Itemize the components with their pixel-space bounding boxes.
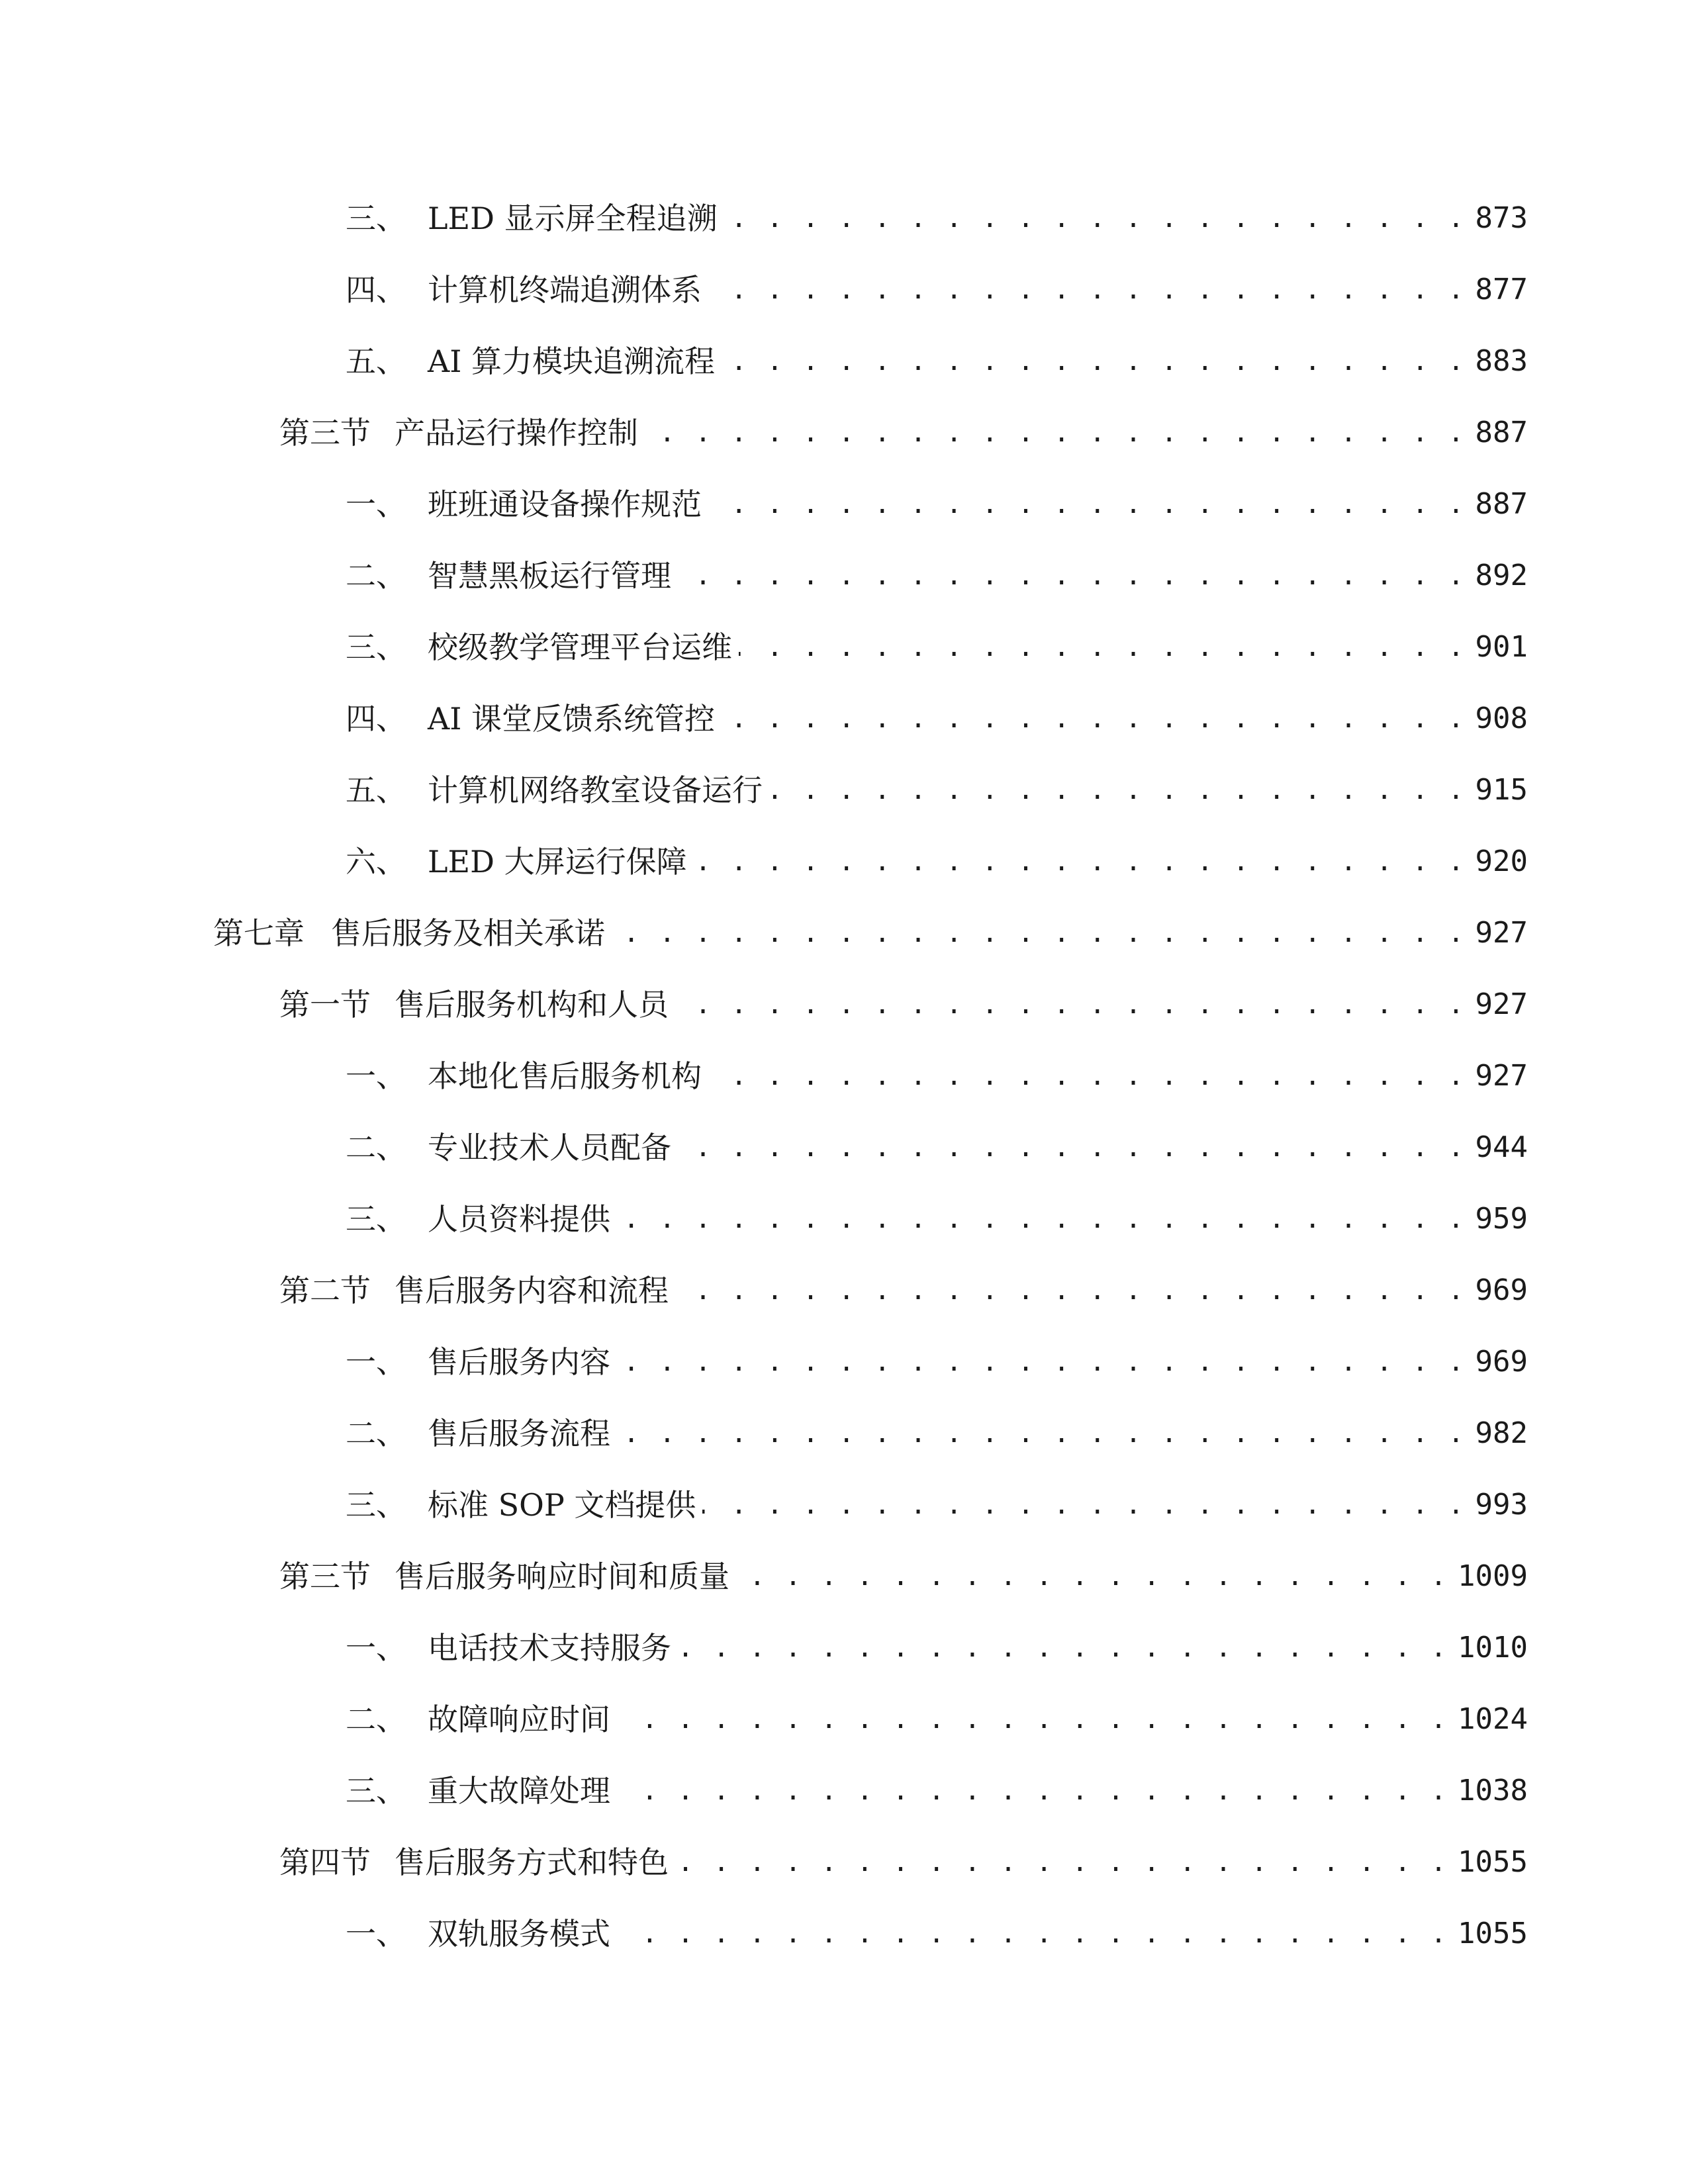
toc-entry-number: 三、	[346, 201, 406, 236]
toc-entry-title: 校级教学管理平台运维	[428, 629, 732, 665]
toc-entry-page: 944	[1475, 1130, 1528, 1164]
toc-entry-page: 915	[1475, 773, 1528, 807]
toc-entry-title: 重大故障处理	[428, 1773, 610, 1809]
toc-entry-number: 三、	[346, 629, 406, 665]
toc-entry-page: 1055	[1458, 1845, 1528, 1879]
toc-entry-number: 第二节	[279, 1273, 371, 1308]
dot-leader	[678, 1121, 1466, 1174]
toc-entry-page: 993	[1475, 1488, 1528, 1522]
toc-entry-page: 959	[1475, 1202, 1528, 1236]
toc-entry-number: 五、	[346, 343, 406, 379]
toc-entry-number: 一、	[346, 1344, 406, 1380]
toc-entry-title: 售后服务内容和流程	[395, 1273, 669, 1308]
toc-entry-title: 售后服务内容	[428, 1344, 610, 1380]
dot-leader	[617, 1193, 1466, 1246]
toc-entry-page: 920	[1475, 844, 1528, 878]
dot-leader	[722, 335, 1466, 388]
toc-entry-page: 1024	[1458, 1702, 1528, 1736]
toc-entry[interactable]	[346, 335, 1528, 388]
toc-entry-page: 969	[1475, 1273, 1528, 1307]
toc-entry-title: 售后服务方式和特色	[395, 1844, 669, 1880]
toc-entry-number: 二、	[346, 1130, 406, 1165]
toc-entry-number: 一、	[346, 1058, 406, 1094]
toc-entry-page: 927	[1475, 987, 1528, 1021]
toc-entry-title: 电话技术支持服务	[428, 1630, 671, 1666]
toc-entry-page: 901	[1475, 630, 1528, 664]
toc-entry-page: 982	[1475, 1416, 1528, 1450]
dot-leader	[678, 549, 1466, 602]
dot-leader	[617, 1907, 1448, 1960]
toc-entry[interactable]	[346, 692, 1528, 745]
toc-entry-title: 售后服务流程	[428, 1416, 610, 1451]
dot-leader	[708, 478, 1466, 531]
toc-entry-title: 班班通设备操作规范	[428, 486, 702, 522]
toc-entry-number: 六、	[346, 844, 406, 880]
toc-entry-title: LED 大屏运行保障	[428, 844, 687, 880]
toc-entry-title: AI 课堂反馈系统管控	[428, 701, 716, 737]
toc-entry-number: 一、	[346, 486, 406, 522]
toc-entry-title: 售后服务及相关承诺	[331, 915, 605, 951]
toc-entry-title: 售后服务响应时间和质量	[395, 1559, 729, 1594]
toc-entry-page: 927	[1475, 916, 1528, 950]
toc-entry-number: 四、	[346, 701, 406, 737]
toc-entry-page: 887	[1475, 487, 1528, 521]
dot-leader	[678, 1621, 1448, 1674]
toc-entry[interactable]	[346, 1764, 1528, 1817]
toc-entry[interactable]	[346, 1621, 1528, 1674]
toc-entry-page: 1010	[1458, 1631, 1528, 1664]
toc-entry-number: 第三节	[279, 1559, 371, 1594]
toc-entry-title: AI 算力模块追溯流程	[428, 343, 716, 379]
toc-entry-number: 三、	[346, 1773, 406, 1809]
dot-leader	[722, 692, 1466, 745]
toc-entry-page: 969	[1475, 1345, 1528, 1379]
toc-entry-number: 第三节	[279, 415, 371, 451]
toc-entry[interactable]	[279, 978, 1528, 1031]
toc-entry-title: 售后服务机构和人员	[395, 987, 669, 1023]
toc-entry[interactable]	[213, 907, 1528, 960]
toc-entry-title: 计算机网络教室设备运行	[428, 772, 763, 808]
toc-entry-page: 883	[1475, 344, 1528, 378]
toc-entry[interactable]	[346, 1121, 1528, 1174]
toc-entry-page: 1038	[1458, 1774, 1528, 1807]
toc-entry[interactable]	[346, 1193, 1528, 1246]
toc-entry-number: 二、	[346, 558, 406, 594]
toc-entry-title: 故障响应时间	[428, 1702, 610, 1737]
dot-leader	[617, 1764, 1448, 1817]
toc-entry[interactable]	[279, 406, 1528, 459]
dot-leader	[645, 406, 1466, 459]
toc-entry-page: 908	[1475, 702, 1528, 735]
toc-entry-number: 二、	[346, 1702, 406, 1737]
toc-entry[interactable]	[346, 764, 1528, 817]
toc-entry-page: 892	[1475, 559, 1528, 592]
toc-entry-number: 第七章	[213, 915, 305, 951]
toc-entry-page: 877	[1475, 273, 1528, 306]
dot-leader	[694, 835, 1466, 888]
dot-leader	[617, 1693, 1448, 1746]
toc-entry-number: 三、	[346, 1201, 406, 1237]
toc-entry-page: 927	[1475, 1059, 1528, 1093]
toc-entry-number: 三、	[346, 1487, 406, 1523]
toc-entry-title: 本地化售后服务机构	[428, 1058, 702, 1094]
toc-entry-title: 人员资料提供	[428, 1201, 610, 1237]
dot-leader	[724, 192, 1466, 245]
toc-entry-title: LED 显示屏全程追溯	[428, 201, 718, 236]
dot-leader	[739, 621, 1466, 674]
dot-leader	[617, 1407, 1466, 1460]
dot-leader	[708, 1050, 1466, 1103]
dot-leader	[675, 978, 1466, 1031]
toc-entry-number: 一、	[346, 1630, 406, 1666]
toc-entry[interactable]	[346, 263, 1528, 316]
dot-leader	[675, 1836, 1448, 1889]
toc-entry-title: 标准 SOP 文档提供	[428, 1487, 696, 1523]
toc-entry[interactable]	[346, 1479, 1528, 1531]
toc-entry[interactable]	[346, 1407, 1528, 1460]
dot-leader	[769, 764, 1466, 817]
toc-entry[interactable]	[279, 1264, 1528, 1317]
toc-entry-number: 第四节	[279, 1844, 371, 1880]
dot-leader	[708, 263, 1466, 316]
toc-entry[interactable]	[346, 192, 1528, 245]
toc-entry-page: 887	[1475, 416, 1528, 449]
toc-entry-page: 1055	[1458, 1917, 1528, 1950]
dot-leader	[736, 1550, 1448, 1603]
toc-entry-number: 二、	[346, 1416, 406, 1451]
toc-entry-number: 四、	[346, 272, 406, 308]
toc-entry-title: 产品运行操作控制	[395, 415, 638, 451]
dot-leader	[617, 1336, 1466, 1388]
toc-entry[interactable]	[346, 835, 1528, 888]
toc-entry[interactable]	[346, 621, 1528, 674]
toc-entry-number: 五、	[346, 772, 406, 808]
dot-leader	[702, 1479, 1466, 1531]
toc-entry-page: 1009	[1458, 1559, 1528, 1593]
toc-entry[interactable]	[279, 1836, 1528, 1889]
toc-entry-title: 双轨服务模式	[428, 1916, 610, 1952]
toc-entry[interactable]	[346, 1336, 1528, 1388]
toc-entry[interactable]	[279, 1550, 1528, 1603]
toc-entry[interactable]	[346, 478, 1528, 531]
toc-entry[interactable]	[346, 549, 1528, 602]
toc-entry[interactable]	[346, 1050, 1528, 1103]
dot-leader	[675, 1264, 1466, 1317]
toc-entry-page: 873	[1475, 201, 1528, 235]
dot-leader	[612, 907, 1466, 960]
toc-entry-title: 智慧黑板运行管理	[428, 558, 671, 594]
toc-entry-title: 计算机终端追溯体系	[428, 272, 702, 308]
toc-entry-number: 一、	[346, 1916, 406, 1952]
toc-entry-number: 第一节	[279, 987, 371, 1023]
toc-entry[interactable]	[346, 1907, 1528, 1960]
toc-entry[interactable]	[346, 1693, 1528, 1746]
toc-entry-title: 专业技术人员配备	[428, 1130, 671, 1165]
